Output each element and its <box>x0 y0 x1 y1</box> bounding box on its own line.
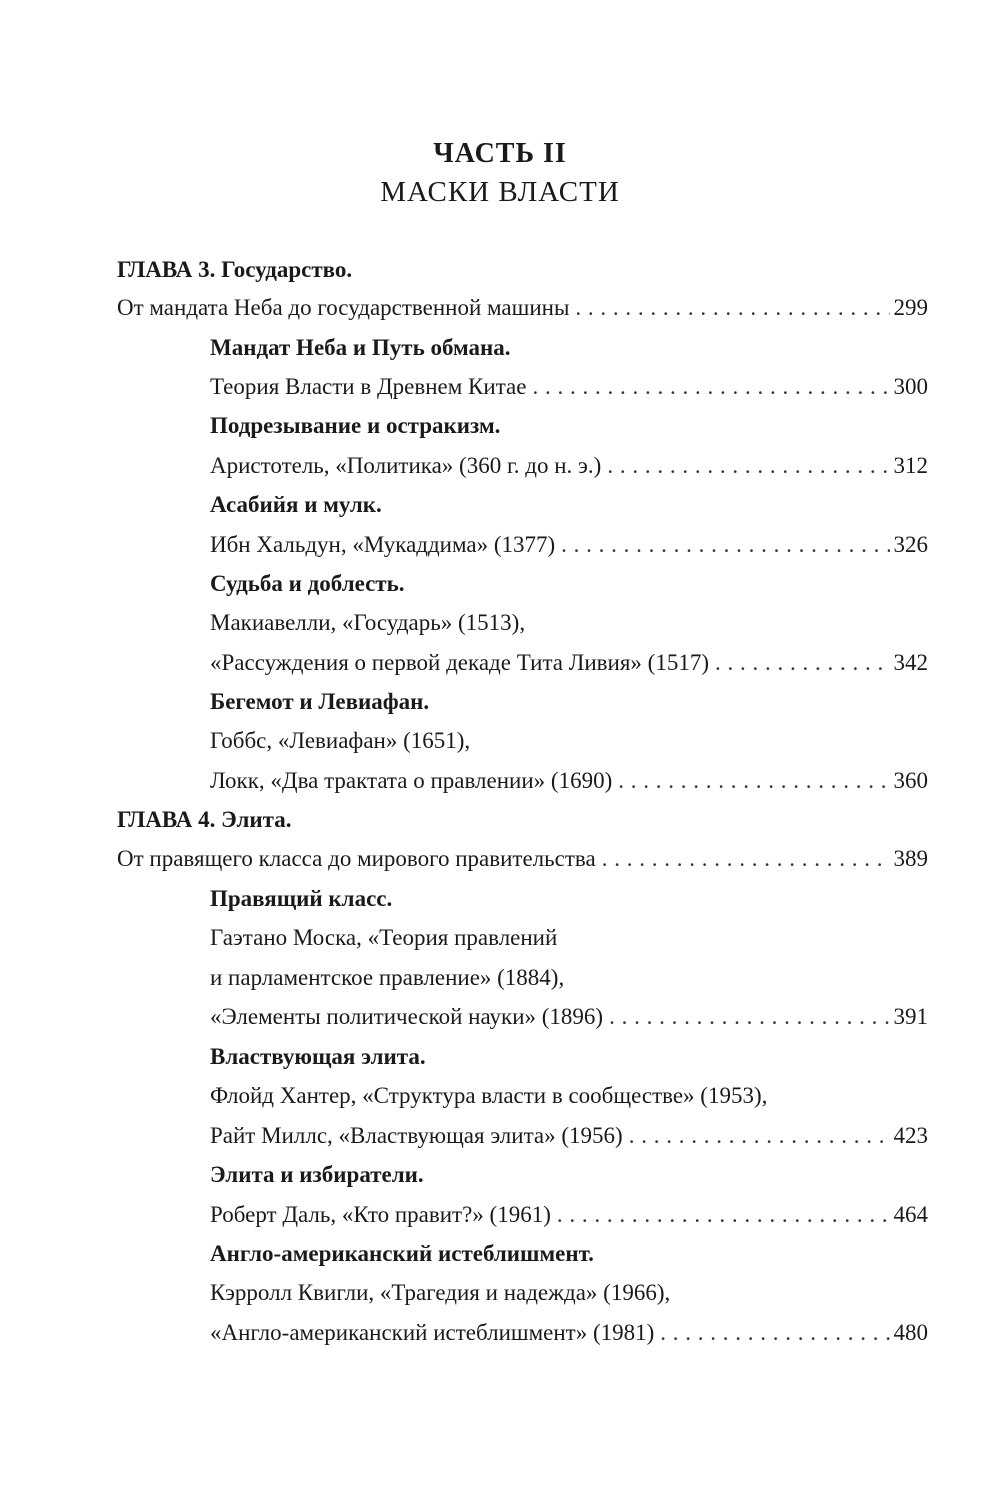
entry-text: Гоббс, «Левиафан» (1651), <box>210 728 471 753</box>
section-title: Властвующая элита. <box>210 1044 426 1069</box>
entry-text: От мандата Неба до государственной машины <box>117 295 570 320</box>
section-title: Мандат Неба и Путь обмана. <box>210 335 511 360</box>
section-title: Элита и избиратели. <box>210 1162 424 1187</box>
entry-text: Райт Миллс, «Властвующая элита» (1956) <box>210 1123 623 1148</box>
section-title: Англо-американский истеблишмент. <box>210 1241 594 1266</box>
leader-dots <box>575 290 889 326</box>
toc-entry[interactable] <box>210 763 928 799</box>
page-number: 391 <box>893 1004 928 1029</box>
leader-dots <box>561 527 889 563</box>
page-number: 360 <box>893 768 928 793</box>
leader-dots <box>618 763 889 799</box>
toc-entry[interactable] <box>210 1315 928 1351</box>
toc-entry[interactable] <box>210 1118 928 1154</box>
toc-entry[interactable] <box>210 999 928 1035</box>
chapter-heading: ГЛАВА 4. Элита. <box>117 807 292 832</box>
entry-text: «Рассуждения о первой декаде Тита Ливия» (1517) <box>210 650 709 675</box>
leader-dots <box>557 1197 890 1233</box>
page-number: 300 <box>893 374 928 399</box>
toc-entry[interactable] <box>210 527 928 563</box>
page-number: 312 <box>893 453 928 478</box>
page-number: 389 <box>893 846 928 871</box>
part-title: МАСКИ ВЛАСТИ <box>380 176 620 208</box>
entry-text: Аристотель, «Политика» (360 г. до н. э.) <box>210 453 602 478</box>
entry-text: «Элементы политической науки» (1896) <box>210 1004 604 1029</box>
leader-dots <box>602 841 890 877</box>
toc-entry[interactable] <box>117 290 928 326</box>
section-title: Судьба и доблесть. <box>210 571 405 596</box>
chapter-heading: ГЛАВА 3. Государство. <box>117 257 353 282</box>
entry-text: Ибн Хальдун, «Мукаддима» (1377) <box>210 532 556 557</box>
entry-text: Макиавелли, «Государь» (1513), <box>210 610 526 635</box>
leader-dots <box>607 448 889 484</box>
leader-dots <box>629 1118 890 1154</box>
section-title: Бегемот и Левиафан. <box>210 689 430 714</box>
toc-entry[interactable] <box>210 1197 928 1233</box>
toc-entry[interactable] <box>210 645 928 681</box>
leader-dots <box>660 1315 889 1351</box>
entry-text: Флойд Хантер, «Структура власти в сообществе» (1953), <box>210 1083 768 1108</box>
section-title: Правящий класс. <box>210 886 393 911</box>
page-number: 326 <box>893 532 928 557</box>
leader-dots <box>609 999 889 1035</box>
page-number: 480 <box>893 1320 928 1345</box>
entry-text: Локк, «Два трактата о правлении» (1690) <box>210 768 613 793</box>
page-number: 299 <box>893 295 928 320</box>
entry-text: Роберт Даль, «Кто правит?» (1961) <box>210 1202 551 1227</box>
toc-entry[interactable] <box>117 841 928 877</box>
entry-text: и парламентское правление» (1884), <box>210 965 565 990</box>
leader-dots <box>532 369 889 405</box>
entry-text: «Англо-американский истеблишмент» (1981) <box>210 1320 655 1345</box>
entry-text: Гаэтано Моска, «Теория правлений <box>210 925 558 950</box>
leader-dots <box>715 645 890 681</box>
part-label: ЧАСТЬ II <box>433 138 567 169</box>
page-number: 464 <box>893 1202 928 1227</box>
toc-entry[interactable] <box>210 448 928 484</box>
toc-entry[interactable] <box>210 369 928 405</box>
entry-text: Кэрролл Квигли, «Трагедия и надежда» (1966), <box>210 1280 671 1305</box>
entry-text: Теория Власти в Древнем Китае <box>210 374 527 399</box>
entry-text: От правящего класса до мирового правительства <box>117 846 596 871</box>
page-number: 342 <box>893 650 928 675</box>
section-title: Асабийя и мулк. <box>210 492 382 517</box>
page-number: 423 <box>893 1123 928 1148</box>
section-title: Подрезывание и остракизм. <box>210 413 501 438</box>
